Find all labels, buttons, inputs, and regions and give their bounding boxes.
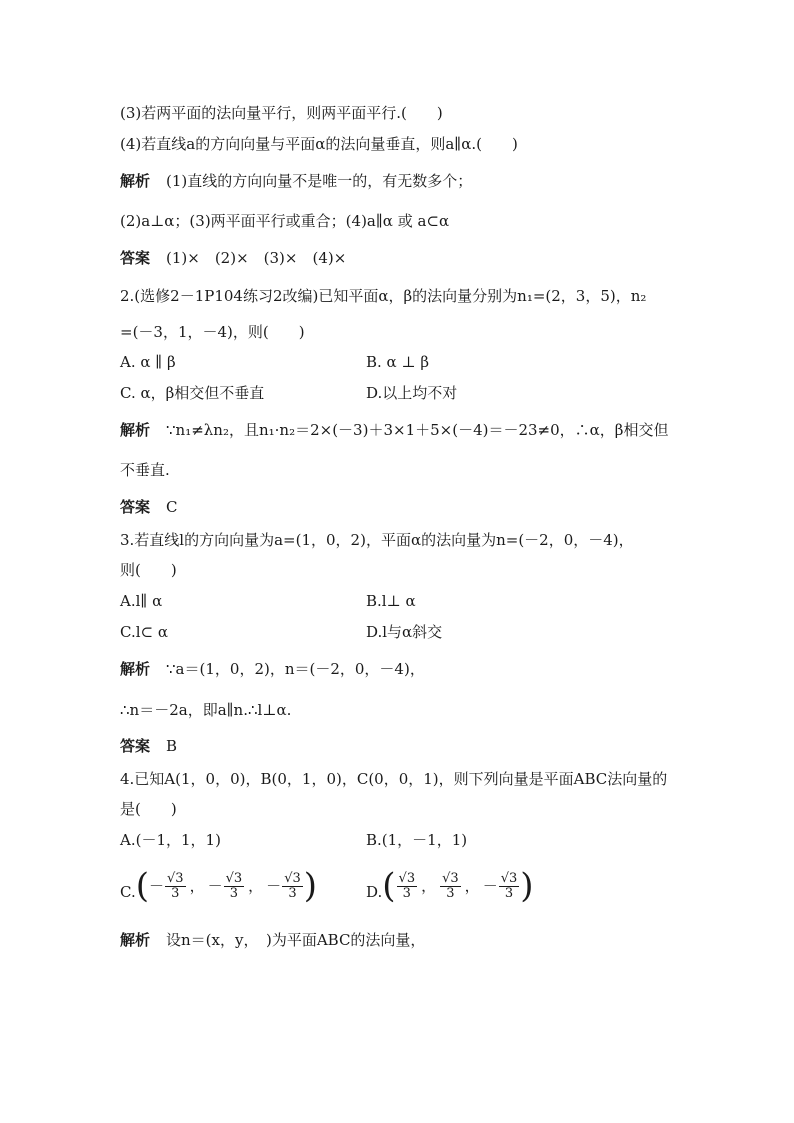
option-4a: A.(－1，1，1) (120, 831, 221, 849)
answer-label: 答案 (120, 737, 151, 755)
question-3-continued: 则( ) (120, 561, 177, 579)
option-3c: C.l⊂ α (120, 623, 168, 641)
fraction-denominator: 3 (288, 885, 297, 901)
fraction-denominator: 3 (446, 885, 455, 901)
solution-text: 设n＝(x，y， )为平面ABC的法向量， (166, 931, 426, 949)
answer-label: 答案 (120, 498, 151, 516)
solution-text: ∵a＝(1，0，2)，n＝(－2，0，－4)， (166, 660, 425, 678)
option-4c (120, 866, 317, 912)
minus-sign: － (482, 877, 498, 895)
option-4b: B.(1，－1，1) (366, 831, 468, 849)
option-4d-vector (382, 866, 533, 906)
fraction (440, 872, 461, 901)
solution-2-continued: 不垂直. (120, 461, 170, 479)
answer-3 (120, 736, 177, 756)
minus-sign: － (207, 877, 223, 895)
fraction (224, 872, 245, 901)
fraction-numerator: √3 (398, 870, 416, 886)
left-paren: ( (135, 866, 149, 906)
fraction-denominator: 3 (504, 885, 514, 901)
solution-1-continued: (2)a⊥α；(3)两平面平行或重合；(4)a∥α 或 a⊂α (120, 212, 450, 230)
option-2b: B. α ⊥ β (366, 353, 430, 371)
minus-sign: － (148, 877, 164, 895)
option-3a: A.l∥ α (120, 592, 163, 610)
solution-2 (120, 420, 668, 440)
solution-text: (1)直线的方向向量不是唯一的，有无数多个； (166, 172, 473, 190)
fraction-numerator: √3 (500, 870, 518, 886)
fraction-numerator: √3 (225, 870, 243, 886)
item-4-statement: (4)若直线a的方向向量与平面α的法向量垂直，则a∥α.( ) (120, 135, 518, 153)
question-4: 4.已知A(1，0，0)，B(0，1，0)，C(0，0，1)，则下列向量是平面ABC法向量的 (120, 770, 668, 788)
right-paren: ) (520, 866, 534, 906)
comma: ， (421, 877, 437, 895)
minus-sign: － (266, 877, 282, 895)
fraction-numerator: √3 (167, 870, 184, 886)
answer-label: 答案 (120, 249, 151, 267)
option-2a: A. α ∥ β (120, 353, 176, 371)
option-3d: D.l与α斜交 (366, 623, 443, 641)
question-4-continued: 是( ) (120, 800, 177, 818)
comma: ， (464, 877, 480, 895)
option-2d: D.以上均不对 (366, 384, 458, 402)
option-4d (366, 866, 534, 912)
right-paren: ) (303, 866, 318, 906)
option-3b: B.l⊥ α (366, 592, 416, 610)
answer-1 (120, 248, 346, 268)
solution-label: 解析 (120, 421, 151, 439)
fraction-numerator: √3 (284, 870, 301, 886)
solution-1 (120, 171, 472, 191)
option-4d-prefix: D. (366, 883, 383, 901)
question-2-continued: =(－3，1，－4)，则( ) (120, 323, 305, 341)
fraction-numerator: √3 (442, 870, 459, 886)
option-4c-vector (136, 866, 317, 906)
solution-text: ∵n₁≠λn₂，且n₁·n₂＝2×(－3)＋3×1＋5×(－4)＝－23≠0，∴α，β相交但 (166, 421, 669, 439)
solution-label: 解析 (120, 172, 151, 190)
item-3-statement: (3)若两平面的法向量平行，则两平面平行.( ) (120, 104, 443, 122)
fraction (499, 872, 520, 901)
fraction (397, 872, 418, 901)
answer-text: C (166, 498, 178, 516)
solution-3-continued: ∴n＝－2a，即a∥n.∴l⊥α. (120, 701, 292, 719)
solution-label: 解析 (120, 660, 151, 678)
comma: ， (248, 877, 264, 895)
option-2c: C. α，β相交但不垂直 (120, 384, 265, 402)
solution-4 (120, 930, 425, 950)
option-4c-prefix: C. (120, 883, 136, 901)
solution-3 (120, 659, 425, 679)
fraction (165, 872, 186, 901)
fraction (282, 872, 303, 901)
solution-label: 解析 (120, 931, 151, 949)
answer-text: B (166, 737, 178, 755)
answer-2 (120, 497, 178, 517)
left-paren: ( (382, 866, 396, 906)
question-2: 2.(选修2－1P104练习2改编)已知平面α，β的法向量分别为n₁=(2，3，5)，n₂ (120, 287, 647, 305)
comma: ， (189, 877, 205, 895)
answer-text: (1)× (2)× (3)× (4)× (166, 249, 347, 267)
fraction-denominator: 3 (402, 885, 411, 901)
fraction-denominator: 3 (171, 885, 180, 901)
fraction-denominator: 3 (229, 885, 239, 901)
question-3: 3.若直线l的方向向量为a=(1，0，2)，平面α的法向量为n=(－2，0，－4)， (120, 531, 634, 549)
